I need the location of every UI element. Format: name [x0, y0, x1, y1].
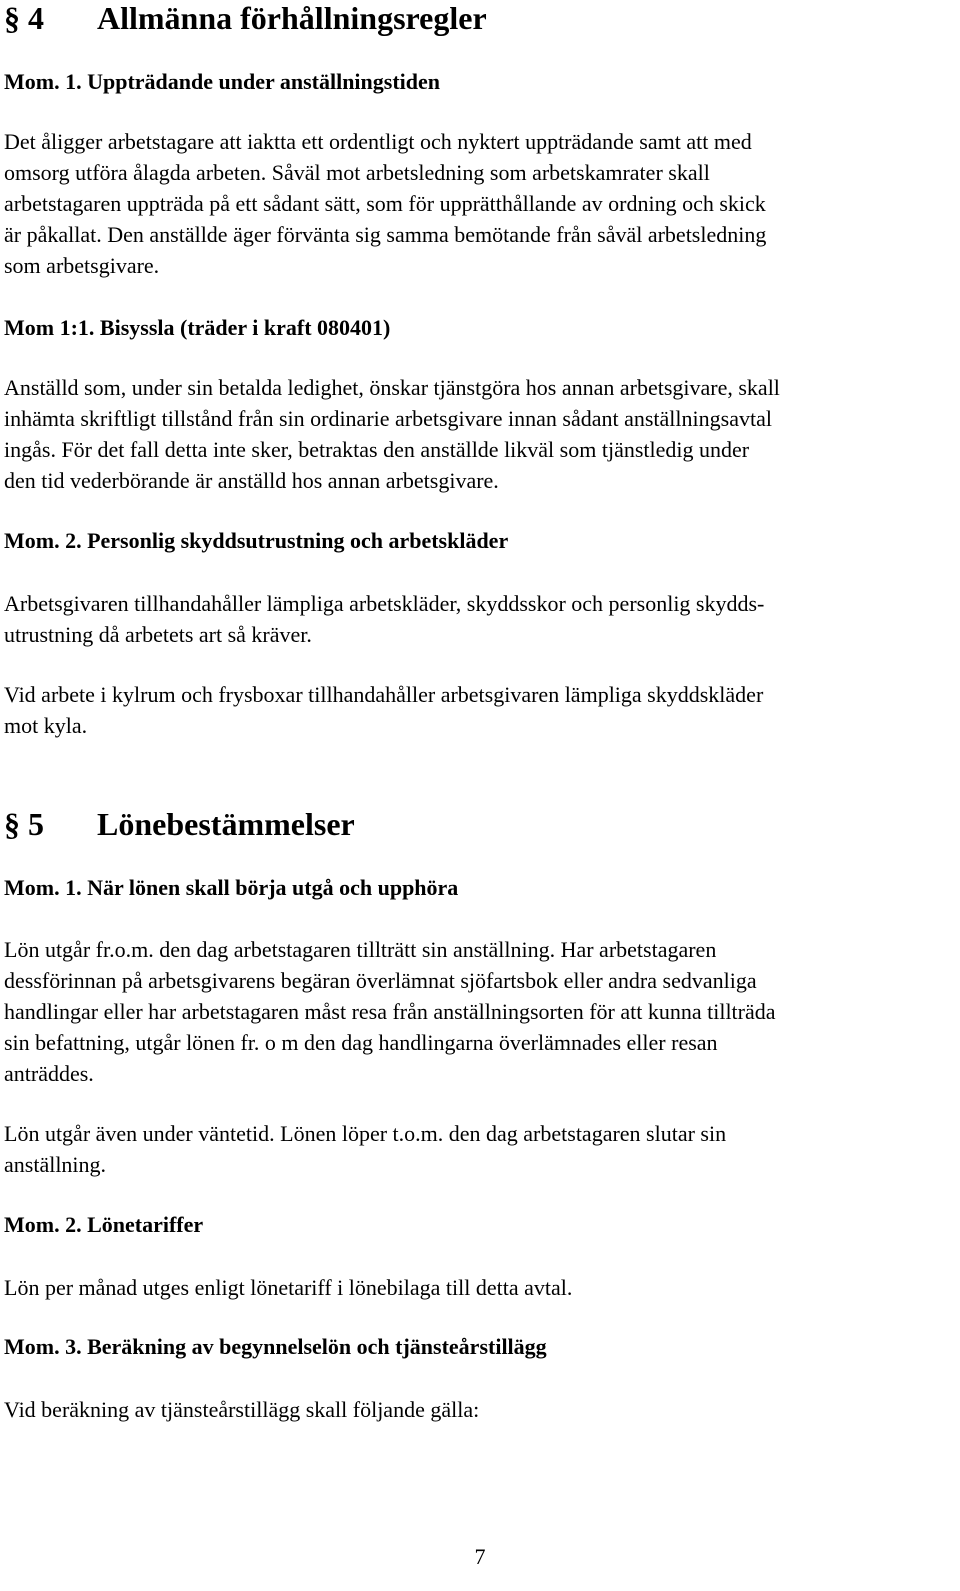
paragraph-line: omsorg utföra ålagda arbeten. Såväl mot arbetsledning som arbetskamrater skall — [4, 160, 710, 185]
paragraph-line: utrustning då arbetets art så kräver. — [4, 622, 312, 647]
paragraph-line: som arbetsgivare. — [4, 253, 160, 278]
paragraph-line: anträddes. — [4, 1061, 94, 1086]
paragraph-line: Det åligger arbetstagare att iaktta ett ordentligt och nyktert uppträdande samt att med — [4, 129, 752, 154]
s5-mom3-paragraph — [4, 1394, 479, 1425]
paragraph-line: dessförinnan på arbetsgivarens begäran överlämnat sjöfartsbok eller andra sedvanliga — [4, 968, 757, 993]
paragraph-line: sin befattning, utgår lönen fr. o m den dag handlingarna överlämnades eller resan — [4, 1030, 718, 1055]
s4-mom1-1-heading: Mom 1:1. Bisyssla (träder i kraft 080401) — [4, 315, 391, 340]
s5-mom1-heading: Mom. 1. När lönen skall börja utgå och upphöra — [4, 875, 459, 900]
paragraph-line: ingås. För det fall detta inte sker, betraktas den anställde likväl som tjänstledig under — [4, 437, 750, 462]
paragraph-line: den tid vederbörande är anställd hos annan arbetsgivare. — [4, 468, 499, 493]
paragraph-line: Anställd som, under sin betalda ledighet, önskar tjänstgöra hos annan arbetsgivare, skall — [4, 375, 780, 400]
section-4-title — [4, 0, 487, 36]
s5-mom2-heading: Mom. 2. Lönetariffer — [4, 1212, 204, 1237]
paragraph-line: anställning. — [4, 1152, 107, 1177]
paragraph-line: Lön utgår fr.o.m. den dag arbetstagaren tillträtt sin anställning. Har arbetstagaren — [4, 937, 717, 962]
paragraph-line: arbetstagaren uppträda på ett sådant sätt, som för upprätthållande av ordning och skick — [4, 191, 766, 216]
paragraph-line: Arbetsgivaren tillhandahåller lämpliga arbetskläder, skyddsskor och personlig skydds- — [4, 591, 765, 616]
paragraph-line: handlingar eller har arbetstagaren måst resa från anställningsorten för att kunna tillträda — [4, 999, 776, 1024]
s4-mom2-heading: Mom. 2. Personlig skyddsutrustning och arbetskläder — [4, 528, 509, 553]
s4-mom1-1-paragraph — [4, 372, 780, 496]
section-5-title-text: Lönebestämmelser — [97, 806, 355, 842]
section-4-title-text: Allmänna förhållningsregler — [97, 0, 487, 36]
paragraph-line: mot kyla. — [4, 713, 88, 738]
s4-mom2-paragraph-2 — [4, 679, 763, 741]
s4-mom2-paragraph-1 — [4, 588, 764, 650]
s5-mom3-heading: Mom. 3. Beräkning av begynnelselön och tjänsteårstillägg — [4, 1334, 547, 1359]
section-5-number: § 5 — [4, 806, 44, 842]
paragraph-line: Lön utgår även under väntetid. Lönen löper t.o.m. den dag arbetstagaren slutar sin — [4, 1121, 727, 1146]
s4-mom1-heading: Mom. 1. Uppträdande under anställningstiden — [4, 69, 441, 94]
paragraph-line: är påkallat. Den anställde äger förvänta sig samma bemötande från såväl arbetsledning — [4, 222, 767, 247]
s5-mom1-paragraph-2 — [4, 1118, 726, 1180]
paragraph-line: Vid arbete i kylrum och frysboxar tillhandahåller arbetsgivaren lämpliga skyddskläder — [4, 682, 764, 707]
paragraph-line: Vid beräkning av tjänsteårstillägg skall följande gälla: — [4, 1397, 480, 1422]
s4-mom1-paragraph — [4, 126, 766, 281]
page-number: 7 — [474, 1544, 486, 1569]
s5-mom1-paragraph-1 — [4, 934, 776, 1089]
s5-mom2-paragraph — [4, 1272, 572, 1303]
section-5-title — [4, 806, 355, 842]
section-4-number: § 4 — [4, 0, 44, 36]
paragraph-line: Lön per månad utges enligt lönetariff i lönebilaga till detta avtal. — [4, 1275, 573, 1300]
paragraph-line: inhämta skriftligt tillstånd från sin ordinarie arbetsgivare innan sådant anställningsavtal — [4, 406, 772, 431]
